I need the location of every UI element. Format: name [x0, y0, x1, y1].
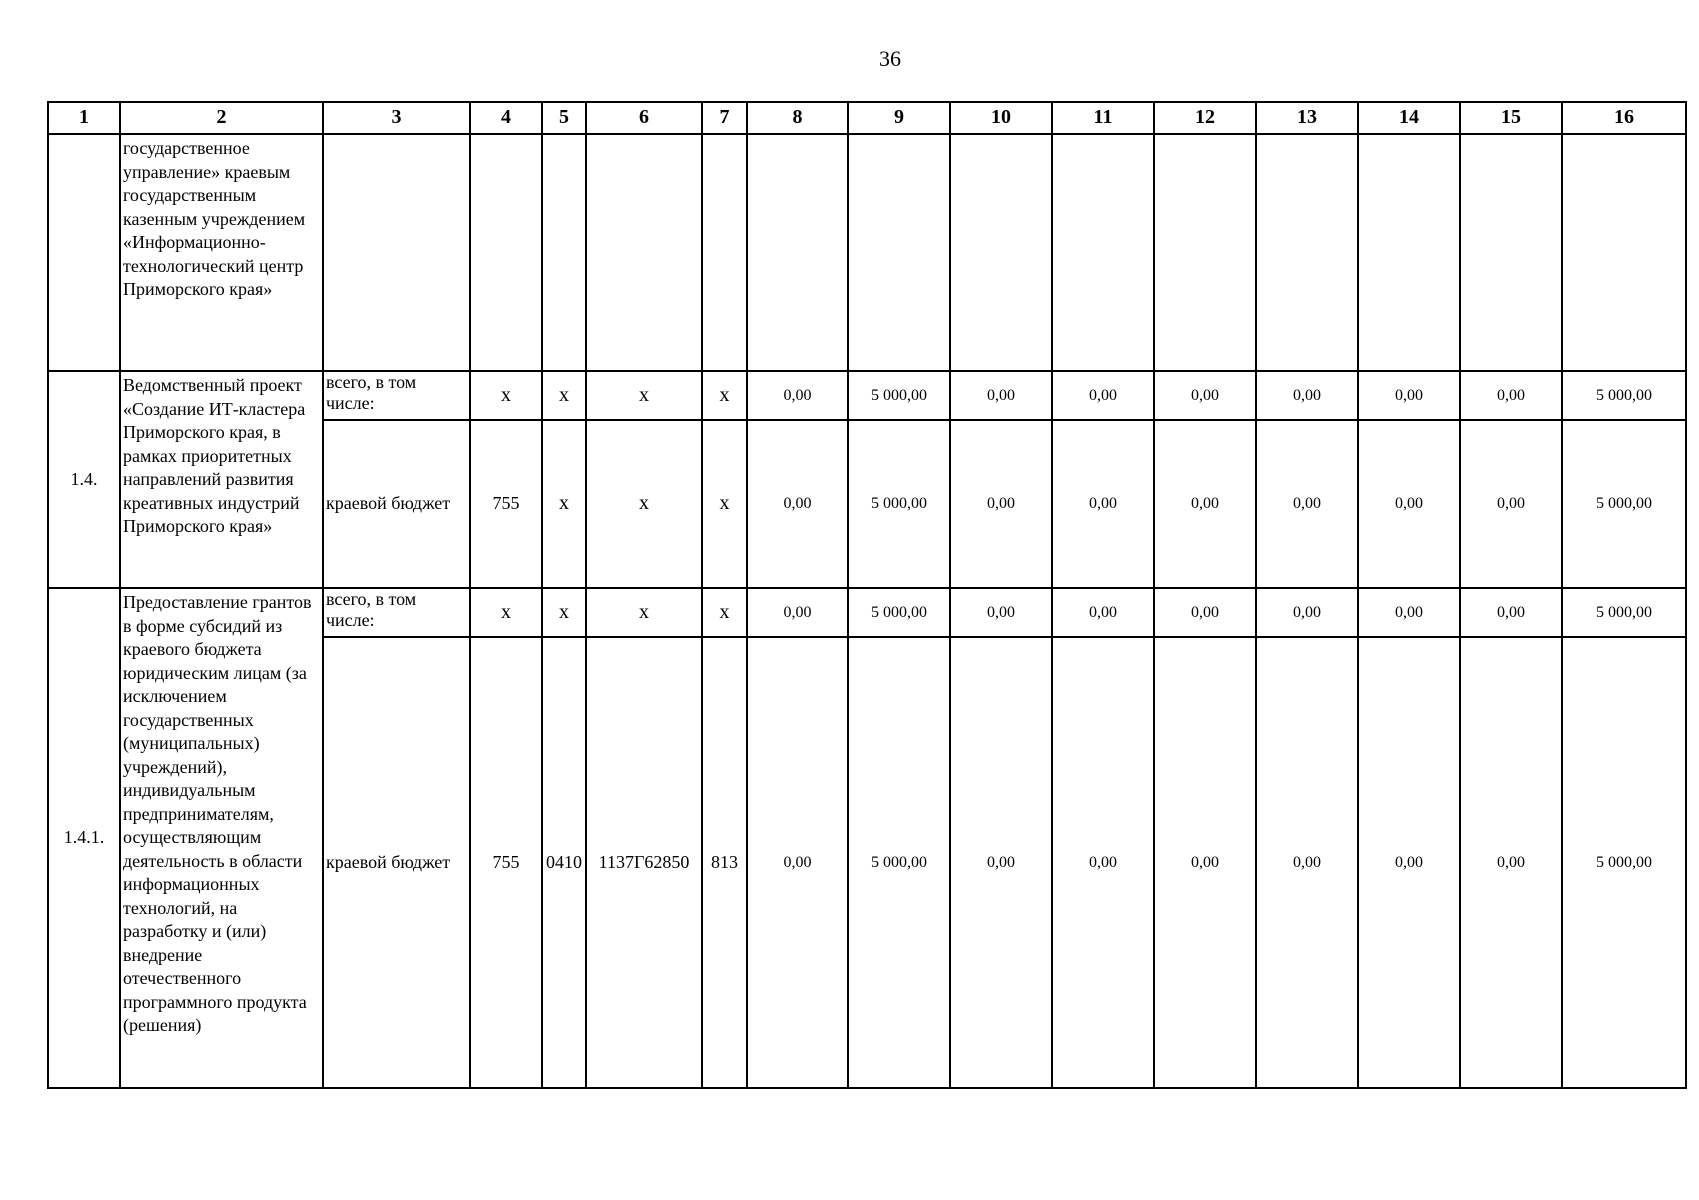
amount-cell: 0,00 — [950, 371, 1052, 420]
table-cell — [1358, 134, 1460, 371]
table-cell — [323, 134, 470, 371]
table-row — [48, 588, 1686, 637]
table-cell: x — [702, 588, 747, 637]
amount-cell: 5 000,00 — [1562, 637, 1686, 1088]
amount-cell: 5 000,00 — [1562, 420, 1686, 588]
item-number: 1.4. — [48, 371, 120, 588]
amount-cell: 0,00 — [1358, 637, 1460, 1088]
funding-source: всего, в том числе: — [323, 588, 470, 637]
header-row — [48, 102, 1686, 134]
amount-cell: 5 000,00 — [1562, 588, 1686, 637]
amount-cell: 0,00 — [747, 588, 848, 637]
column-header: 9 — [848, 102, 950, 134]
amount-cell: 0,00 — [1460, 588, 1562, 637]
amount-cell: 0,00 — [1154, 588, 1256, 637]
amount-cell: 0,00 — [1256, 588, 1358, 637]
amount-cell: 0,00 — [1460, 371, 1562, 420]
table-cell: x — [586, 420, 702, 588]
table-cell — [1562, 134, 1686, 371]
table-cell: 813 — [702, 637, 747, 1088]
table-row — [48, 371, 1686, 420]
amount-cell: 0,00 — [747, 420, 848, 588]
table-cell — [542, 134, 586, 371]
table-cell — [848, 134, 950, 371]
column-header: 2 — [120, 102, 323, 134]
table-cell — [1052, 134, 1154, 371]
amount-cell: 0,00 — [950, 588, 1052, 637]
column-header: 5 — [542, 102, 586, 134]
amount-cell: 0,00 — [1052, 420, 1154, 588]
amount-cell: 5 000,00 — [848, 588, 950, 637]
amount-cell: 0,00 — [1154, 420, 1256, 588]
table-cell: x — [470, 371, 542, 420]
table-cell: x — [542, 420, 586, 588]
table-cell: 755 — [470, 637, 542, 1088]
table-cell: x — [702, 371, 747, 420]
column-header: 14 — [1358, 102, 1460, 134]
amount-cell: 0,00 — [950, 420, 1052, 588]
amount-cell: 0,00 — [1052, 588, 1154, 637]
table-cell — [1154, 134, 1256, 371]
amount-cell: 5 000,00 — [1562, 371, 1686, 420]
column-header: 13 — [1256, 102, 1358, 134]
table-cell — [586, 134, 702, 371]
amount-cell: 0,00 — [1256, 371, 1358, 420]
amount-cell: 0,00 — [1052, 637, 1154, 1088]
amount-cell: 0,00 — [1052, 371, 1154, 420]
column-header: 15 — [1460, 102, 1562, 134]
item-number: 1.4.1. — [48, 588, 120, 1088]
budget-table — [47, 101, 1687, 1089]
column-header: 7 — [702, 102, 747, 134]
amount-cell: 5 000,00 — [848, 637, 950, 1088]
amount-cell: 0,00 — [1460, 637, 1562, 1088]
amount-cell: 0,00 — [747, 637, 848, 1088]
column-header: 11 — [1052, 102, 1154, 134]
amount-cell: 0,00 — [1358, 371, 1460, 420]
column-header: 16 — [1562, 102, 1686, 134]
table-row — [48, 134, 1686, 371]
page-number: 36 — [879, 46, 901, 71]
amount-cell: 0,00 — [1358, 588, 1460, 637]
item-name: Ведомственный проект «Создание ИТ-кластера Приморского края, в рамках приоритетных направлений развития креативных индустрий Приморского края» — [120, 371, 323, 588]
table-cell — [48, 134, 120, 371]
funding-source: краевой бюджет — [323, 637, 470, 1088]
table-cell: 1137Г62850 — [586, 637, 702, 1088]
item-name: Предоставление грантов в форме субсидий из краевого бюджета юридическим лицам (за исключением государственных (муниципальных) учреждений), индивидуальным предпринимателям, осуществляющим деятельность в области информационных технологий, на разработку и (или) внедрение отечественного программного продукта (решения) — [120, 588, 323, 1088]
amount-cell: 5 000,00 — [848, 420, 950, 588]
table-cell: x — [586, 588, 702, 637]
table-cell: 0410 — [542, 637, 586, 1088]
amount-cell: 0,00 — [1154, 637, 1256, 1088]
column-header: 6 — [586, 102, 702, 134]
amount-cell: 0,00 — [1460, 420, 1562, 588]
table-cell: x — [702, 420, 747, 588]
table-cell — [470, 134, 542, 371]
table-cell: x — [542, 588, 586, 637]
column-header: 10 — [950, 102, 1052, 134]
amount-cell: 0,00 — [1358, 420, 1460, 588]
table-cell: x — [586, 371, 702, 420]
amount-cell: 0,00 — [1256, 637, 1358, 1088]
amount-cell: 0,00 — [1256, 420, 1358, 588]
table-cell — [1460, 134, 1562, 371]
column-header: 1 — [48, 102, 120, 134]
table-cell: x — [470, 588, 542, 637]
table-cell: 755 — [470, 420, 542, 588]
amount-cell: 5 000,00 — [848, 371, 950, 420]
amount-cell: 0,00 — [747, 371, 848, 420]
column-header: 8 — [747, 102, 848, 134]
table-cell — [1256, 134, 1358, 371]
column-header: 4 — [470, 102, 542, 134]
amount-cell: 0,00 — [1154, 371, 1256, 420]
table-cell: x — [542, 371, 586, 420]
column-header: 3 — [323, 102, 470, 134]
item-name: государственное управление» краевым государственным казенным учреждением «Информационно-технологический центр Приморского края» — [120, 134, 323, 371]
funding-source: всего, в том числе: — [323, 371, 470, 420]
table-cell — [747, 134, 848, 371]
table-cell — [950, 134, 1052, 371]
funding-source: краевой бюджет — [323, 420, 470, 588]
table-cell — [702, 134, 747, 371]
column-header: 12 — [1154, 102, 1256, 134]
amount-cell: 0,00 — [950, 637, 1052, 1088]
